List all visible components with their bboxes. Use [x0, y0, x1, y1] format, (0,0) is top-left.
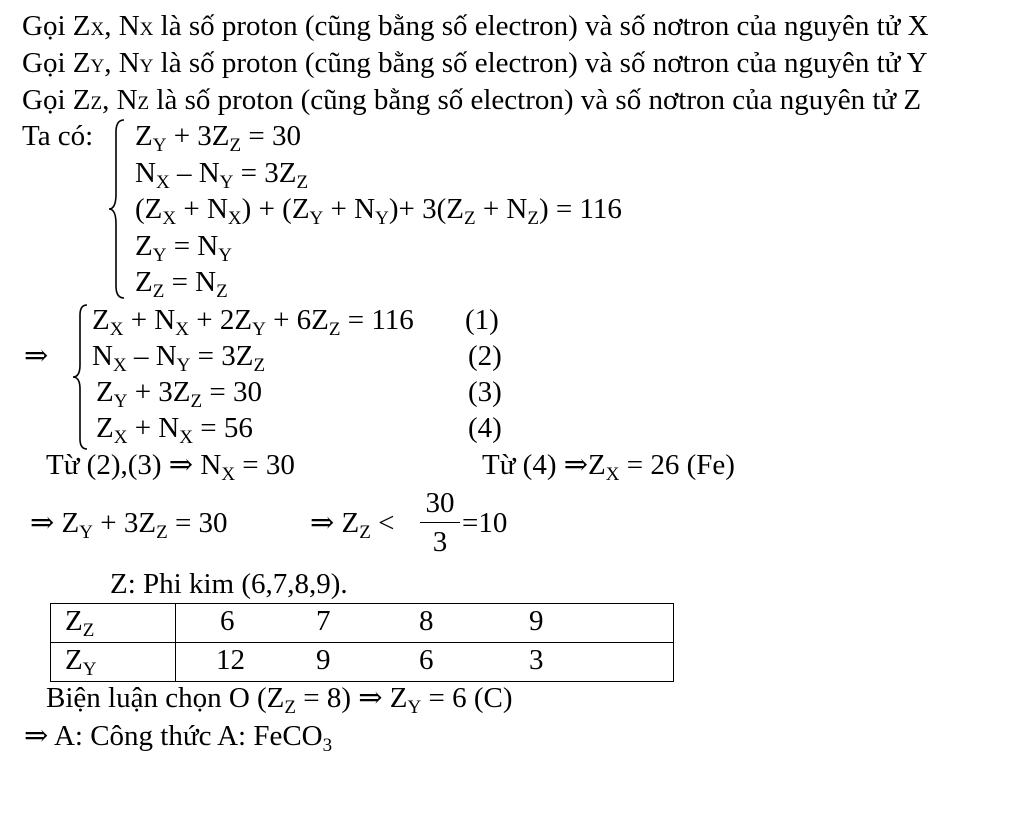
table-head-zz: $Z_Z$	[51, 604, 176, 643]
fraction	[420, 486, 460, 559]
system1-label: Ta có:	[22, 120, 94, 152]
system2-tag3: (3)	[468, 376, 502, 408]
table-values-zz	[176, 604, 674, 643]
system1-eq3: $(Z_X + N_X) + (Z_Y + N_Y)+ 3(Z_Z + N_Z) = 116$	[135, 193, 622, 229]
table-head-zy: $Z_Y$	[51, 643, 176, 682]
system2-arrow: ⇒	[24, 340, 49, 372]
deduce-zx: Từ (4) $\Rightarrow Z_X = 26$ (Fe)	[482, 449, 735, 485]
system1-eq4: $Z_Y = N_Y$	[135, 230, 232, 266]
table-cell: 6	[220, 605, 235, 637]
intro-line-x: Gọi ZX, NX là số proton (cũng bằng số electron) và số nơtron của nguyên tử X	[22, 10, 929, 42]
intro-line-z: Gọi ZZ, NZ là số proton (cũng bằng số electron) và số nơtron của nguyên tử Z	[22, 84, 922, 116]
system2-tag2: (2)	[468, 340, 502, 372]
ineq-left: ⇒ $Z_Y + 3Z_Z = 30$	[30, 507, 228, 543]
system2-tag4: (4)	[468, 412, 502, 444]
fraction-bar	[420, 522, 460, 523]
system2-eq1: $Z_X + N_X + 2Z_Y + 6Z_Z = 116$	[92, 304, 414, 340]
table-values-zy	[176, 643, 674, 682]
system1-brace	[106, 118, 130, 300]
table-cell: 3	[529, 644, 544, 676]
table-row	[51, 604, 674, 643]
table-cell: 6	[419, 644, 434, 676]
formula-line: ⇒ A: Công thức A: FeCO$_3$	[24, 720, 333, 756]
ineq-mid: ⇒ $Z_Z$ <	[310, 507, 395, 543]
system2-brace	[70, 303, 92, 451]
table-cell: 9	[316, 644, 331, 676]
system2-eq2: $N_X - N_Y = 3Z_Z$	[92, 340, 266, 376]
table-cell: 12	[216, 644, 245, 676]
fraction-denominator: 3	[432, 526, 448, 558]
system1-eq5: $Z_Z = N_Z$	[135, 266, 228, 302]
ineq-right: =10	[462, 507, 508, 539]
intro-line-y: Gọi ZY, NY là số proton (cũng bằng số electron) và số nơtron của nguyên tử Y	[22, 47, 928, 79]
table-cell: 8	[419, 605, 434, 637]
system2-eq3: $Z_Y + 3Z_Z = 30$	[96, 376, 262, 412]
choice-line: Biện luận chọn O $(Z_Z = 8)$ ⇒ $Z_Y = 6$ (C)	[46, 682, 513, 718]
system1-eq1: $Z_Y + 3Z_Z = 30$	[135, 120, 301, 156]
fraction-numerator: 30	[425, 487, 455, 519]
system1-eq2: $N_X - N_Y = 3Z_Z$	[135, 157, 309, 193]
deduce-nx: Từ (2),(3) ⇒ $N_X = 30$	[46, 449, 295, 485]
z-table	[50, 603, 674, 682]
table-row	[51, 643, 674, 682]
table-cell: 7	[316, 605, 331, 637]
system2-eq4: $Z_X + N_X = 56$	[96, 412, 253, 448]
system2-tag1: (1)	[465, 304, 499, 336]
table-cell: 9	[529, 605, 544, 637]
z-note: Z: Phi kim (6,7,8,9).	[110, 568, 348, 600]
